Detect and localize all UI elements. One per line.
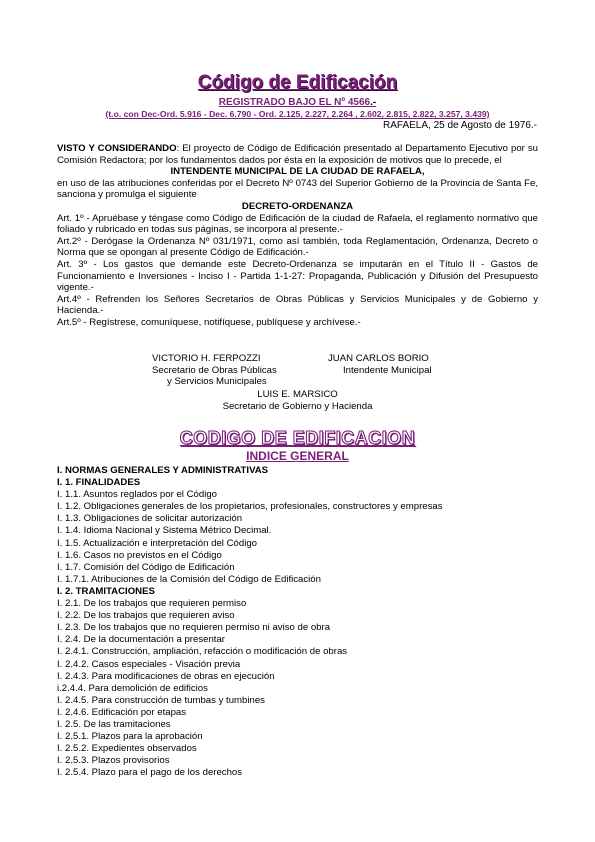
toc-entry: I. 1.7. Comisión del Código de Edificación	[57, 561, 235, 573]
toc-entry: I. 1.5. Actualización e interpretación del Código	[57, 537, 257, 549]
sig1-name: VICTORIO H. FERPOZZI	[152, 353, 261, 364]
visto-text: : El proyecto de Código de Edificación presentado al Departamento Ejecutivo por su Comisión Redactora; por los fundamentos dados por ésta en la exposición de motivos que lo precede, el	[57, 143, 539, 166]
toc-entry: I. 2.2. De los trabajos que requieren aviso	[57, 610, 235, 622]
registro-line	[0, 97, 595, 108]
registro-suffix: .-	[370, 97, 377, 108]
toc-entry: I. 2.5.4. Plazo para el pago de los derechos	[57, 767, 243, 779]
indice-heading: INDICE GENERAL	[246, 449, 349, 463]
preamble	[57, 143, 538, 329]
toc-entry: i.2.4.4. Para demolición de edificios	[57, 682, 208, 694]
signature-marsico	[0, 389, 595, 412]
toc-entry: I. 2.5.3. Plazos provisorios	[57, 755, 170, 767]
toc-entry: I. 1. FINALIDADES	[57, 477, 141, 489]
decreto-heading: DECRETO-ORDENANZA	[241, 200, 354, 212]
sig1-role-2: y Servicios Municipales	[167, 376, 267, 388]
toc-entry: I. NORMAS GENERALES Y ADMINISTRATIVAS	[57, 465, 269, 476]
registro-text: REGISTRADO BAJO EL Nº 4566	[218, 97, 371, 108]
toc-entry: I. 1.3. Obligaciones de solicitar autorización	[57, 513, 243, 525]
toc-entry: I. 2.4.2. Casos especiales - Visación previa	[57, 658, 241, 670]
visto-paragraph	[57, 143, 538, 166]
signature-borio	[328, 353, 432, 376]
article-5: Art.5º - Regístrese, comuníquese, notifíquese, publíquese y archívese.-	[57, 316, 361, 328]
article-2: Art.2º - Derógase la Ordenanza Nº 031/1971, como así también, toda Reglamentación, Ordenanza, Decreto o Norma que se opongan al presente Código de Edificación.-	[57, 235, 538, 259]
toc-entry: I. 2.4.5. Para construcción de tumbas y tumbines	[57, 694, 265, 706]
article-3: Art. 3º - Los gastos que demande este Decreto-Ordenanza se imputarán en el Título II - Gastos de Funcionamiento e Inversiones - Inciso I - Partida 1-1-27: Propaganda, Publicación y Difusión del Presupuesto vigente.-	[57, 258, 538, 294]
sig2-name: JUAN CARLOS BORIO	[328, 353, 429, 364]
signature-ferpozzi	[152, 353, 277, 388]
toc-entry: I. 2.1. De los trabajos que requieren permiso	[57, 598, 247, 610]
toc-entry: I. 2.5.1. Plazos para la aprobación	[57, 731, 203, 743]
texto-ordenado-line: (t.o. con Dec-Ord. 5.916 - Dec. 6.790 - Ord. 2.125, 2.227, 2.264 , 2.602, 2.815, 2.822, 3.257, 3.439)	[105, 109, 490, 119]
codigo-heading: CODIGO DE EDIFICACION	[179, 428, 416, 448]
toc-entry: I. 2. TRAMITACIONES	[57, 585, 155, 597]
toc-entry: I. 1.1. Asuntos reglados por el Código	[57, 489, 217, 501]
toc-entry: I. 2.4. De la documentación a presentar	[57, 634, 225, 646]
toc-entry: I. 1.4. Idioma Nacional y Sistema Métrico Decimal.	[57, 525, 272, 537]
toc-entry: I. 2.5.2. Expedientes observados	[57, 743, 197, 755]
article-1: Art. 1º - Apruébase y téngase como Código de Edificación de la ciudad de Rafaela, el reglamento normativo que foliado y rubricado en todas sus páginas, se incorpora al presente.-	[57, 212, 538, 236]
toc-entry: I. 2.4.3. Para modificaciones de obras en ejecución	[57, 670, 275, 682]
toc-entry: I. 2.3. De los trabajos que no requieren permiso ni aviso de obra	[57, 622, 331, 634]
sig1-role: Secretario de Obras Públicas	[152, 364, 277, 376]
article-4: Art.4º - Refrenden los Señores Secretarios de Obras Públicas y Servicios Municipales y de Gobierno y Hacienda.-	[57, 293, 538, 317]
toc-entry: I. 1.6. Casos no previstos en el Código	[57, 549, 222, 561]
toc-entry: I. 1.2. Obligaciones generales de los propietarios, profesionales, constructores y empresas	[57, 501, 443, 513]
date-line: RAFAELA, 25 de Agosto de 1976.-	[383, 120, 537, 131]
visto-label: VISTO Y CONSIDERANDO	[57, 143, 177, 154]
sig2-role: Intendente Municipal	[343, 364, 432, 376]
toc-entry: I. 1.7.1. Atribuciones de la Comisión del Código de Edificación	[57, 573, 321, 585]
toc-entry: I. 2.5. De las tramitaciones	[57, 718, 171, 730]
uso-paragraph: en uso de las atribuciones conferidas por el Decreto Nº 0743 del Superior Gobierno de la Provincia de Santa Fe, sanciona y promulga el siguiente	[57, 177, 538, 201]
toc-entry: I. 2.4.1. Construcción, ampliación, refacción o modificación de obras	[57, 646, 348, 658]
sig3-name: LUIS E. MARSICO	[257, 389, 338, 400]
toc-entry: I. 2.4.6. Edificación por etapas	[57, 706, 187, 718]
table-of-contents	[57, 465, 538, 779]
sig3-role: Secretario de Gobierno y Hacienda	[222, 400, 373, 412]
intendente-heading: INTENDENTE MUNICIPAL DE LA CIUDAD DE RAFAELA,	[170, 166, 425, 178]
document-title: Código de Edificación	[197, 72, 398, 93]
